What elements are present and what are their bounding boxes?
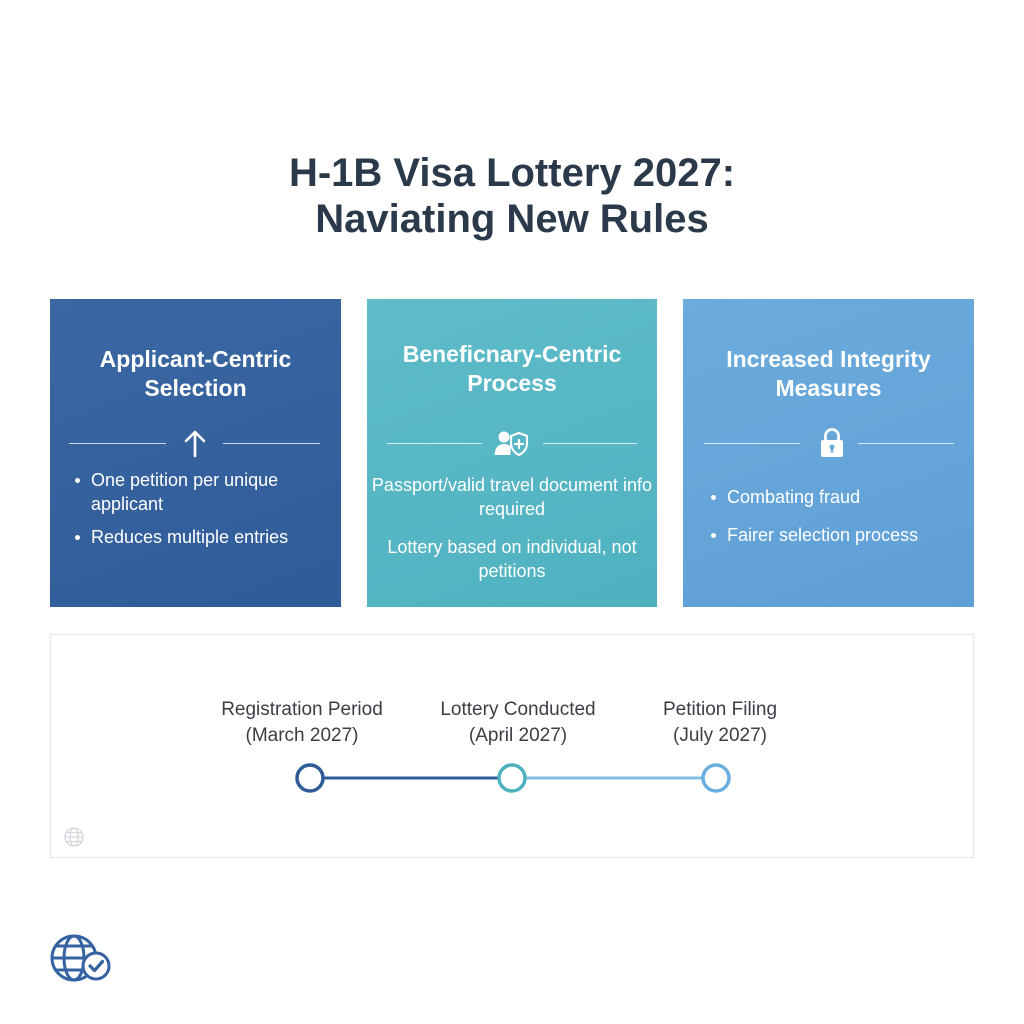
bullet-item: Combating fraud	[710, 485, 970, 509]
timeline-node	[499, 765, 525, 791]
page-title-line-1: H-1B Visa Lottery 2027:	[288, 151, 736, 195]
card-title-line-1: Applicant-Centric	[99, 346, 292, 372]
timeline-step-label: Lottery Conducted	[440, 699, 596, 720]
timeline-step-date: (March 2027)	[245, 725, 359, 746]
card-title-line-2: Process	[467, 370, 557, 396]
card-title-line-1: Increased Integrity	[726, 346, 931, 372]
timeline-node	[703, 765, 729, 791]
card-title-line-1: Beneficnary-Centric	[402, 341, 622, 367]
bullet-item: One petition per unique applicant	[74, 468, 334, 516]
timeline-step-date: (July 2027)	[673, 725, 767, 746]
timeline-step-date: (April 2027)	[468, 725, 568, 746]
globe-check-icon	[48, 932, 112, 984]
card-title-line-2: Selection	[144, 375, 247, 401]
bullet-item: Fairer selection process	[710, 523, 970, 547]
text-line: Passport/valid travel document info required	[371, 475, 653, 519]
timeline-step-label: Registration Period	[221, 699, 383, 720]
page-title-line-2: Naviating New Rules	[315, 197, 709, 241]
bullet-item: Reduces multiple entries	[74, 525, 334, 549]
timeline-node	[297, 765, 323, 791]
card-title-line-2: Measures	[775, 375, 882, 401]
timeline-step-label: Petition Filing	[662, 699, 778, 720]
text-line: Lottery based on individual, not petitions	[387, 537, 637, 581]
globe-icon	[63, 826, 85, 848]
